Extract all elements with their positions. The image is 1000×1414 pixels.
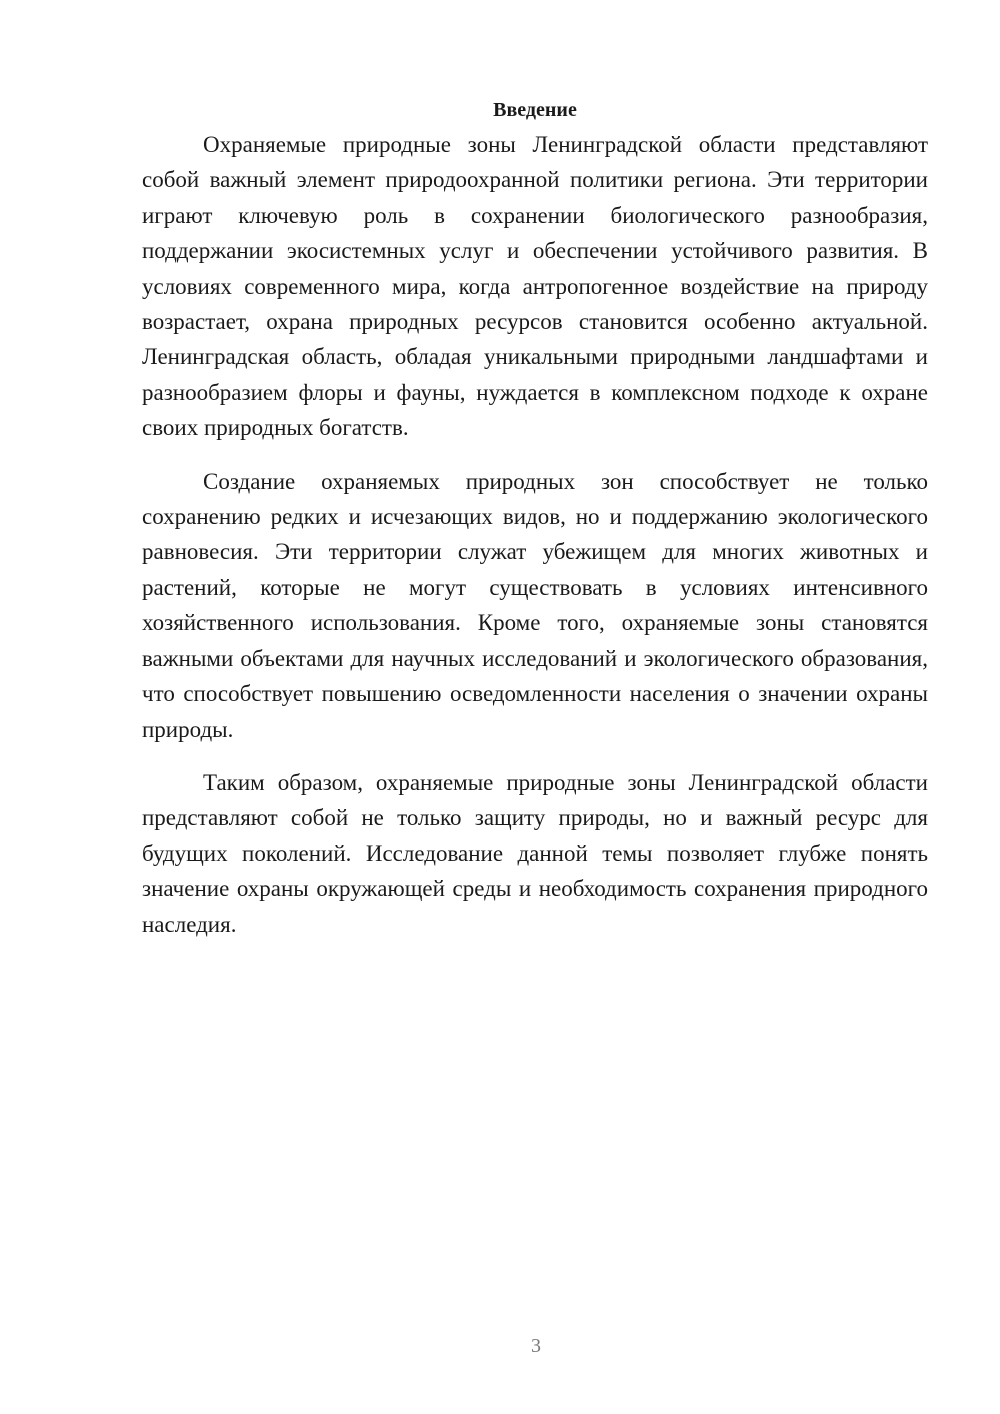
section-title: Введение <box>493 99 577 121</box>
paragraph-1: Охраняемые природные зоны Ленинградской области представляют собой важный элемент природоохранной политики региона. Эти территории играют ключевую роль в сохранении биологического разнообразия, поддержании экосистемных услуг и обеспечении устойчивого развития. В условиях современного мира, когда антропогенное воздействие на природу возрастает, охрана природных ресурсов становится особенно актуальной. Ленинградская область, обладая уникальными природными ландшафтами и разнообразием флоры и фауны, нуждается в комплексном подходе к охране своих природных богатств. <box>142 132 928 441</box>
document-body <box>142 94 928 960</box>
paragraph-3: Таким образом, охраняемые природные зоны Ленинградской области представляют собой не только защиту природы, но и важный ресурс для будущих поколений. Исследование данной темы позволяет глубже понять значение охраны окружающей среды и необходимость сохранения природного наследия. <box>142 769 928 937</box>
paragraph-2: Создание охраняемых природных зон способствует не только сохранению редких и исчезающих видов, но и поддержанию экологического равновесия. Эти территории служат убежищем для многих животных и растений, которые не могут существовать в условиях интенсивного хозяйственного использования. Кроме того, охраняемые зоны становятся важными объектами для научных исследований и экологического образования, что способствует повышению осведомленности населения о значении охраны природы. <box>142 468 928 742</box>
page-number: 3 <box>531 1335 541 1357</box>
